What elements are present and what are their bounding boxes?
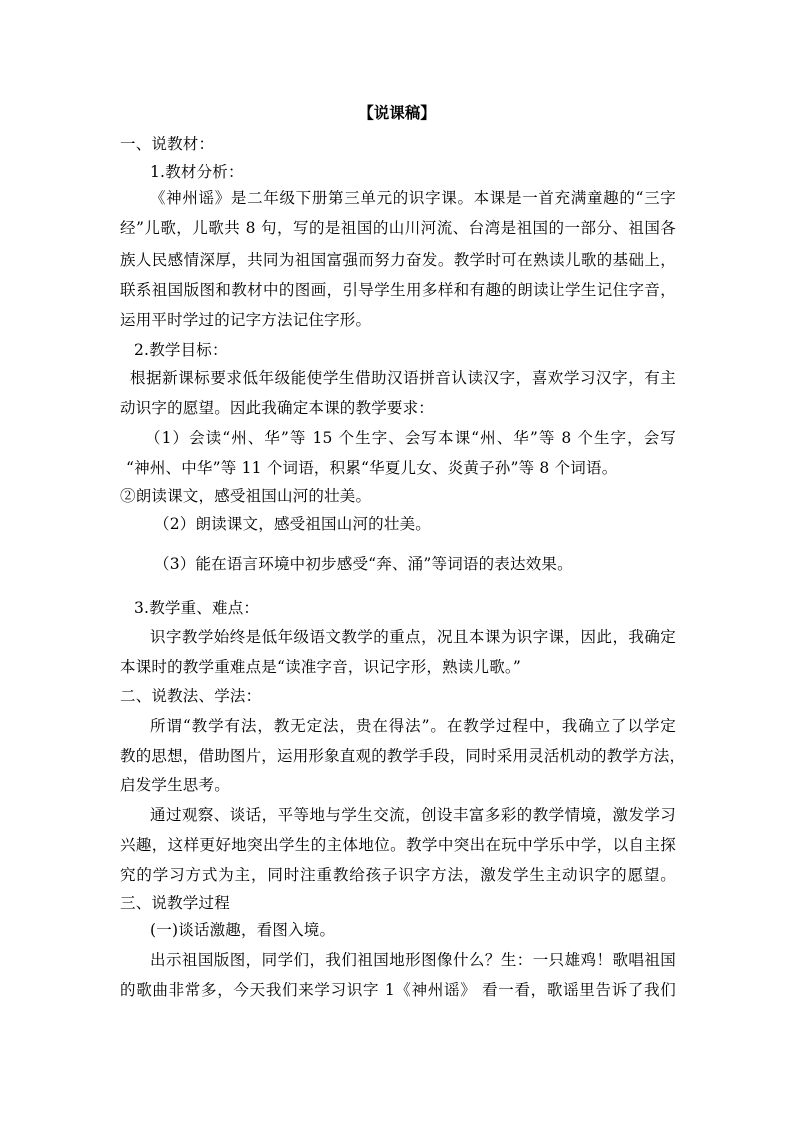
section1-para1-line2: 经”儿歌，儿歌共 8 句，写的是祖国的山川河流、台湾是祖国的一部分、祖国各 (120, 219, 676, 237)
goal2: （2）朗读课文，感受祖国山河的壮美。 (154, 515, 431, 533)
section1-para2-line2: 动识字的愿望。因此我确定本课的教学要求： (120, 399, 435, 417)
section1-para1-line4: 联系祖国版图和教材中的图画，引导学生用多样和有趣的朗读让学生记住字音， (120, 281, 676, 299)
section2-para1-line3: 启发学生思考。 (120, 776, 230, 794)
section1-para3-line1: 识字教学始终是低年级语文教学的重点，况且本课为识字课，因此，我确定 (150, 628, 676, 646)
section2-heading: 二、说教法、学法： (120, 687, 262, 705)
goal1-line2: “神州、中华”等 11 个词语，积累“华夏儿女、炎黄子孙”等 8 个词语。 (126, 459, 618, 477)
section2-para1-line2: 教的思想，借助图片，运用形象直观的教学手段，同时采用灵活机动的教学方法， (120, 747, 686, 765)
section3-sub1-heading: (一)谈话激趣，看图入境。 (150, 921, 336, 939)
goal1-line1: （1）会读“州、华”等 15 个生字、会写本课“州、华”等 8 个生字，会写 (145, 429, 676, 447)
section1-sub2-heading: 2.教学目标： (134, 341, 228, 359)
section1-para1-line1: 《神州谣》是二年级下册第三单元的识字课。本课是一首充满童趣的“三字 (150, 189, 676, 207)
section2-para2-line2: 兴趣，这样更好地突出学生的主体地位。教学中突出在玩中学乐中学，以自主探 (120, 836, 676, 854)
section1-heading: 一、说教材： (120, 135, 215, 153)
document-title: 【说课稿】 (358, 103, 436, 122)
section1-para1-line3: 族人民感情深厚，共同为祖国富强而努力奋发。教学时可在熟读儿歌的基础上， (120, 251, 676, 269)
section2-para1-line1: 所谓“教学有法，教无定法，贵在得法”。在教学过程中，我确立了以学定 (150, 717, 676, 735)
section1-para1-line5: 运用平时学过的记字方法记住字形。 (120, 311, 372, 329)
section1-sub3-heading: 3.教学重、难点： (134, 599, 260, 617)
section2-para2-line1: 通过观察、谈话，平等地与学生交流，创设丰富多彩的教学情境，激发学习 (150, 806, 676, 824)
section3-para1-line2: 的歌曲非常多，今天我们来学习识字 1《神州谣》 看一看，歌谣里告诉了我们 (120, 981, 676, 999)
section1-para2-line1: 根据新课标要求低年级能使学生借助汉语拼音认读汉字，喜欢学习汉字，有主 (130, 369, 676, 387)
section1-sub1-heading: 1.教材分析： (150, 163, 244, 181)
section1-para3-line2: 本课时的教学重难点是“读准字音，识记字形，熟读儿歌。” (120, 658, 521, 676)
stray-line: ②朗读课文，感受祖国山河的壮美。 (120, 487, 372, 505)
section3-heading: 三、说教学过程 (120, 894, 230, 912)
section3-para1-line1: 出示祖国版图，同学们，我们祖国地形图像什么？生：一只雄鸡！歌唱祖国 (150, 951, 676, 969)
section2-para2-line3: 究的学习方式为主，同时注重教给孩子识字方法，激发学生主动识字的愿望。 (120, 866, 676, 884)
goal3: （3）能在语言环境中初步感受“奔、涌”等词语的表达效果。 (154, 555, 573, 573)
